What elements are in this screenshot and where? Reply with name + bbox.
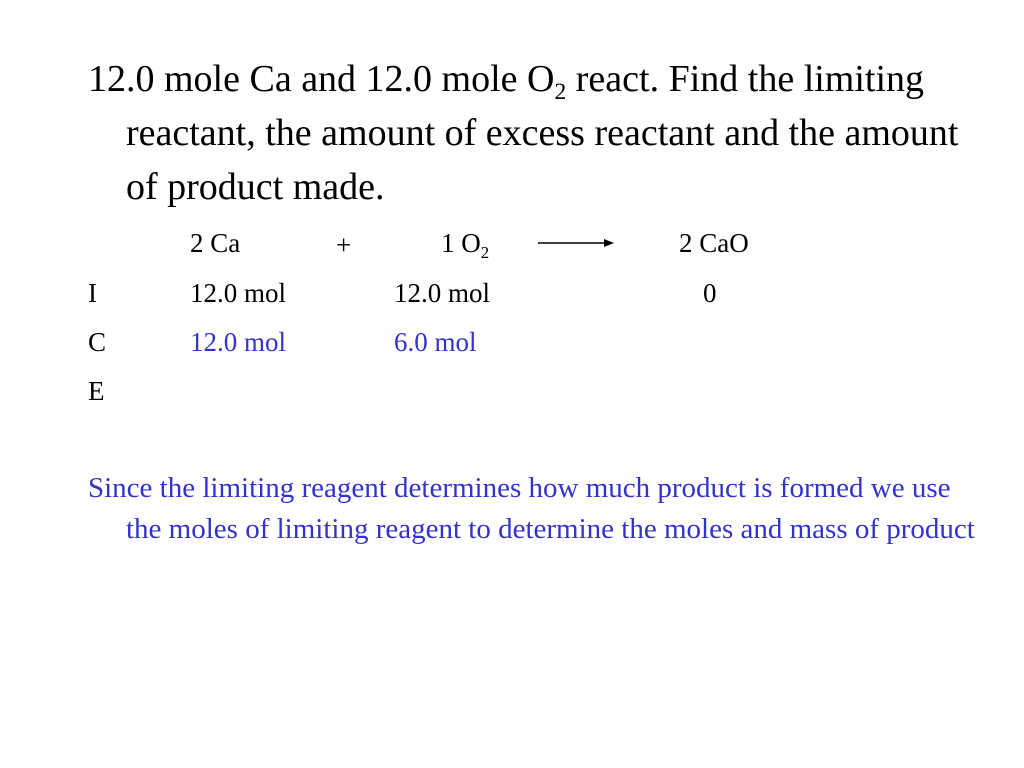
reactant-o2 (441, 226, 489, 260)
problem-text-part1: 12.0 mole Ca and 12.0 mole O (88, 58, 555, 100)
reactant-ca: 2 Ca (190, 228, 241, 258)
ice-row-label-i: I (88, 278, 97, 308)
plus-sign: + (336, 230, 352, 260)
product-cao: 2 CaO (679, 228, 749, 258)
initial-cao: 0 (703, 278, 717, 308)
right-arrow-icon (538, 233, 614, 253)
initial-o2: 12.0 mol (394, 278, 491, 308)
o2-subscript: 2 (554, 79, 567, 106)
reactant-o2-subscript: 2 (480, 242, 490, 262)
problem-statement (88, 52, 986, 214)
ice-row-label-c: C (88, 327, 107, 357)
change-ca: 12.0 mol (190, 327, 287, 357)
reactant-o2-label: 1 O (441, 228, 481, 258)
change-o2: 6.0 mol (394, 327, 477, 357)
explanation-note: Since the limiting reagent determines how much product is formed we use the moles of limiting reagent to determine the moles and mass of product (88, 472, 975, 545)
initial-ca: 12.0 mol (190, 278, 287, 308)
problem-text-part2: react. Find the limiting reactant, the amount of excess reactant and the amount of product made. (126, 58, 959, 208)
ice-row-label-e: E (88, 376, 105, 406)
